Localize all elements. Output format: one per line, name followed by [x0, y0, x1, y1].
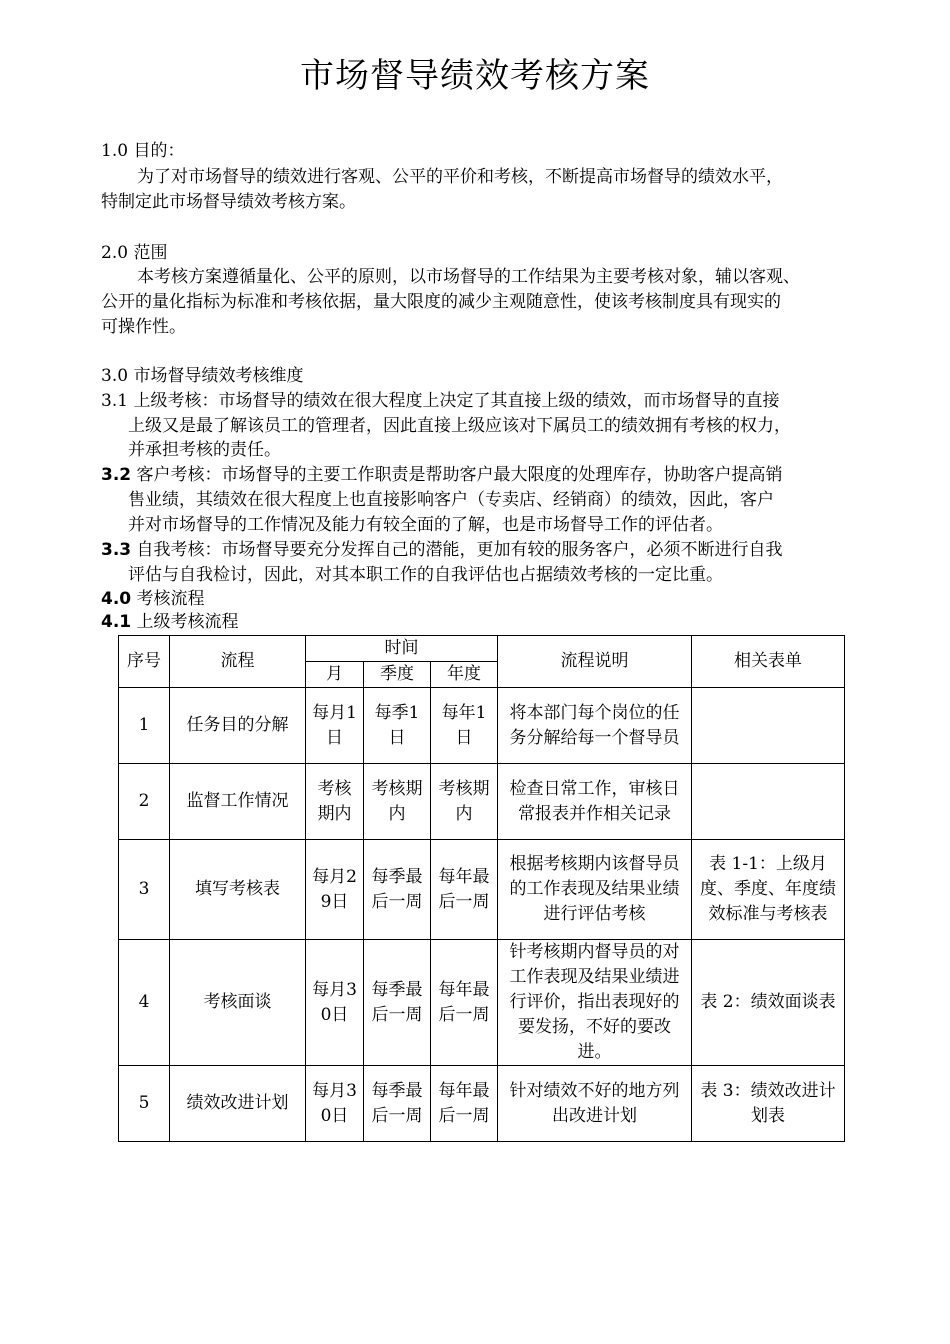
table-row — [119, 840, 845, 940]
row-seq: 3 — [119, 840, 170, 940]
header-month: 月 — [306, 662, 364, 688]
section-4-1-title: 上级考核流程 — [136, 612, 239, 632]
section-3-heading: 3.0 市场督导绩效考核维度 — [101, 366, 304, 386]
section-1-heading: 1.0 目的： — [101, 141, 185, 161]
section-1-line: 为了对市场督导的绩效进行客观、公平的平价和考核，不断提高市场督导的绩效水平， — [137, 167, 783, 187]
section-3-2-line: 售业绩，其绩效在很大程度上也直接影响客户（专卖店、经销商）的绩效，因此，客户 — [128, 490, 774, 510]
row-flow: 考核面谈 — [170, 940, 306, 1066]
section-3-2-line — [101, 462, 783, 488]
header-quarter: 季度 — [364, 662, 431, 688]
row-forms: 表 2：绩效面谈表 — [692, 940, 845, 1066]
section-3-1-line: 并承担考核的责任。 — [128, 440, 281, 460]
header-year: 年度 — [431, 662, 498, 688]
row-forms — [692, 688, 845, 764]
row-year: 考核期内 — [431, 764, 498, 840]
row-forms: 表 3：绩效改进计划表 — [692, 1066, 845, 1142]
section-3-2-line: 并对市场督导的工作情况及能力有较全面的了解，也是市场督导工作的评估者。 — [128, 515, 723, 535]
row-seq: 4 — [119, 940, 170, 1066]
row-seq: 2 — [119, 764, 170, 840]
section-4-1-number: 4.1 — [101, 612, 132, 632]
section-3-2-text: 客户考核：市场督导的主要工作职责是帮助客户最大限度的处理库存，协助客户提高销 — [136, 465, 783, 485]
table-row — [119, 940, 845, 1066]
header-desc: 流程说明 — [498, 636, 692, 688]
row-month: 每月1日 — [306, 688, 364, 764]
row-year: 每年最后一周 — [431, 840, 498, 940]
section-3-3-line: 评估与自我检讨，因此，对其本职工作的自我评估也占据绩效考核的一定比重。 — [128, 565, 723, 585]
row-quarter: 每季最后一周 — [364, 940, 431, 1066]
header-forms: 相关表单 — [692, 636, 845, 688]
section-3-3-line — [101, 537, 783, 563]
section-3-1-line: 上级又是最了解该员工的管理者，因此直接上级应该对下属员工的绩效拥有考核的权力， — [128, 416, 791, 436]
section-1-line: 特制定此市场督导绩效考核方案。 — [101, 192, 356, 212]
table-row — [119, 1066, 845, 1142]
row-flow: 绩效改进计划 — [170, 1066, 306, 1142]
header-time: 时间 — [306, 636, 498, 662]
row-desc: 根据考核期内该督导员的工作表现及结果业绩进行评估考核 — [498, 840, 692, 940]
section-2-heading: 2.0 范围 — [101, 243, 168, 263]
document-title: 市场督导绩效考核方案 — [300, 56, 650, 96]
row-flow: 填写考核表 — [170, 840, 306, 940]
row-quarter: 考核期内 — [364, 764, 431, 840]
row-year: 每年最后一周 — [431, 1066, 498, 1142]
process-table — [118, 635, 845, 1142]
section-2-line: 本考核方案遵循量化、公平的原则，以市场督导的工作结果为主要考核对象，辅以客观、 — [137, 267, 800, 287]
row-year: 每年1日 — [431, 688, 498, 764]
row-desc: 针对绩效不好的地方列出改进计划 — [498, 1066, 692, 1142]
row-quarter: 每季1日 — [364, 688, 431, 764]
row-month: 每月30日 — [306, 940, 364, 1066]
row-year: 每年最后一周 — [431, 940, 498, 1066]
row-forms: 表 1-1：上级月度、季度、年度绩效标准与考核表 — [692, 840, 845, 940]
header-flow: 流程 — [170, 636, 306, 688]
table-row — [119, 688, 845, 764]
row-month: 每月29日 — [306, 840, 364, 940]
section-3-1-line: 3.1 上级考核：市场督导的绩效在很大程度上决定了其直接上级的绩效，而市场督导的直接 — [101, 391, 780, 411]
header-seq: 序号 — [119, 636, 170, 688]
section-3-2-number: 3.2 — [101, 465, 132, 485]
table-header-row — [119, 636, 845, 662]
section-4-number: 4.0 — [101, 589, 132, 609]
row-month: 考核期内 — [306, 764, 364, 840]
section-2-line: 可操作性。 — [101, 317, 186, 337]
section-3-3-number: 3.3 — [101, 540, 132, 560]
row-quarter: 每季最后一周 — [364, 840, 431, 940]
row-flow: 监督工作情况 — [170, 764, 306, 840]
section-2-line: 公开的量化指标为标准和考核依据，量大限度的减少主观随意性，使该考核制度具有现实的 — [101, 292, 781, 312]
section-4-title: 考核流程 — [136, 589, 205, 609]
section-3-3-text: 自我考核：市场督导要充分发挥自己的潜能，更加有较的服务客户，必须不断进行自我 — [136, 540, 783, 560]
row-seq: 1 — [119, 688, 170, 764]
row-quarter: 每季最后一周 — [364, 1066, 431, 1142]
row-month: 每月30日 — [306, 1066, 364, 1142]
row-forms — [692, 764, 845, 840]
row-seq: 5 — [119, 1066, 170, 1142]
row-flow: 任务目的分解 — [170, 688, 306, 764]
row-desc: 针考核期内督导员的对工作表现及结果业绩进行评价，指出表现好的要发扬，不好的要改进。 — [498, 940, 692, 1066]
row-desc: 检查日常工作，审核日常报表并作相关记录 — [498, 764, 692, 840]
section-4-1-heading — [101, 609, 239, 635]
table-row — [119, 764, 845, 840]
row-desc: 将本部门每个岗位的任务分解给每一个督导员 — [498, 688, 692, 764]
